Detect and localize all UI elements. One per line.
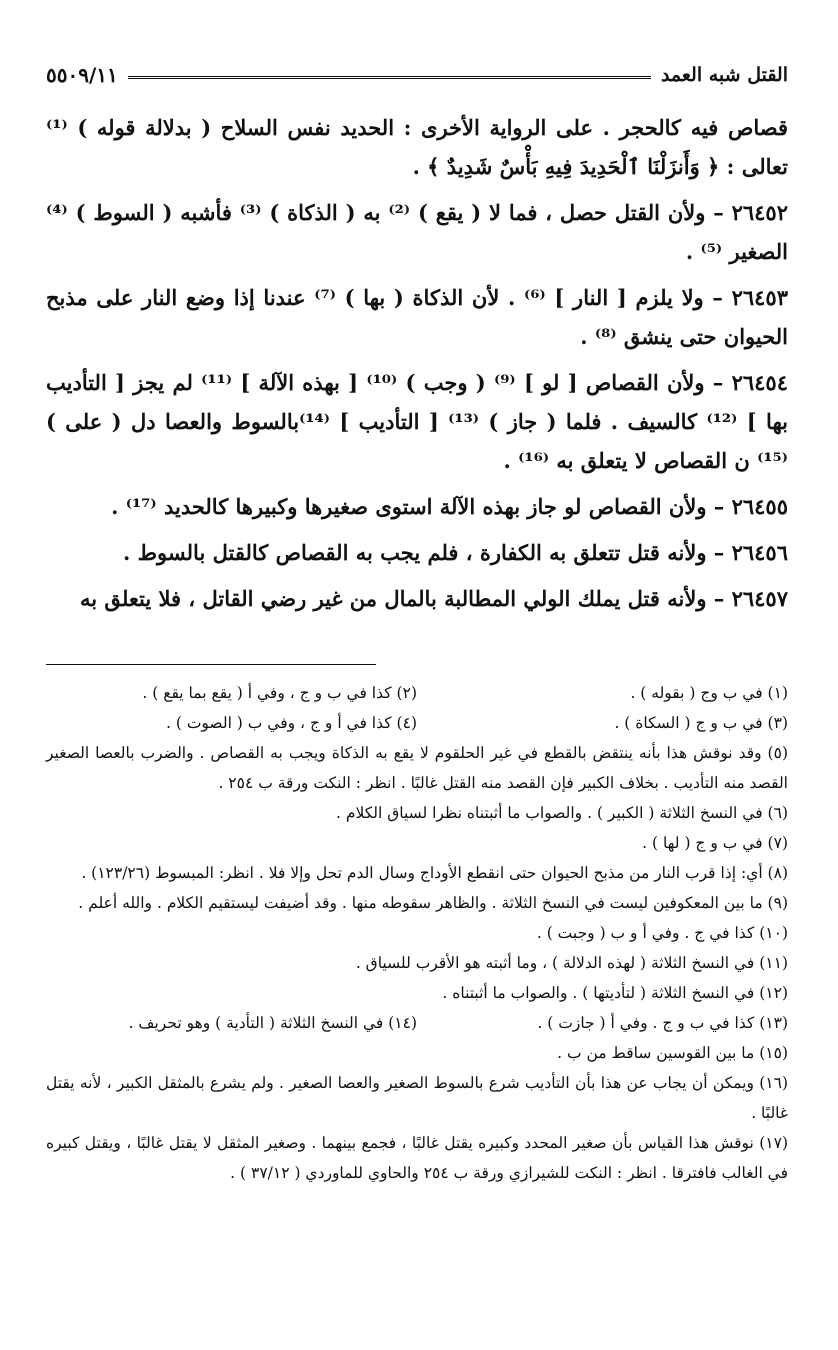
footnote-17: (١٧) نوقش هذا القياس بأن صغير المحدد وكبيره يقتل غالبًا ، فجمع بينهما . وصغير المثقل لا يقتل غالبًا ، ويقتل كبيره في الغالب فافترقا . انظر : النكت للشيرازي ورقة ب ٢٥٤ والحاوي للماوردي ( ٣٧/١٢ ) . — [46, 1134, 788, 1182]
footnote-9: (٩) ما بين المعكوفين ليست في النسخ الثلاثة . والظاهر سقوطه منها . وقد أضيفت ليستقيم الكلام . والله أعلم . — [78, 894, 788, 912]
footnote-row — [46, 708, 788, 738]
footnote-14: (١٤) في النسخ الثلاثة ( التأدية ) وهو تحريف . — [128, 1014, 417, 1032]
footnote-separator — [46, 664, 376, 665]
footnote-15: (١٥) ما بين القوسين ساقط من ب . — [557, 1044, 788, 1062]
footnote-2: (٢) كذا في ب و ج ، وفي أ ( يقع بما يقع ) . — [142, 684, 417, 702]
page-number: ٥٥٠٩/١١ — [46, 63, 118, 87]
paragraph-26453: ٢٦٤٥٣ – ولا يلزم [ النار ] ⁽⁶⁾ . لأن الذكاة ( بها ) ⁽⁷⁾ عندنا إذا وضع النار على مذبح الحيوان حتى ينشق ⁽⁸⁾ . — [46, 285, 788, 349]
footnote-1: (١) في ب وج ( بقوله ) . — [630, 684, 788, 702]
footnote-5: (٥) وقد نوقش هذا بأنه ينتقض بالقطع في غير الحلقوم لا يقع به الذكاة ويجب به القصاص . والضرب بالعصا الصغير القصد منه التأديب . بخلاف الكبير فإن القصد منه القتل غالبًا . انظر : النكت ورقة ب ٢٥٤ . — [46, 744, 788, 792]
footnote-3: (٣) في ب و ج ( السكاة ) . — [614, 714, 788, 732]
footnote-13: (١٣) كذا في ب و ج . وفي أ ( جازت ) . — [537, 1014, 788, 1032]
footnote-11: (١١) في النسخ الثلاثة ( لهذه الدلالة ) ، وما أثبته هو الأقرب للسياق . — [355, 954, 788, 972]
paragraph-26457: ٢٦٤٥٧ – ولأنه قتل يملك الولي المطالبة بالمال من غير رضي القاتل ، فلا يتعلق به — [80, 586, 788, 611]
paragraph-26454: ٢٦٤٥٤ – ولأن القصاص [ لو ] ⁽⁹⁾ ( وجب ) ⁽¹⁰⁾ [ بهذه الآلة ] ⁽¹¹⁾ لم يجز [ التأديب بها ] ⁽¹²⁾ كالسيف . فلما ( جاز ) ⁽¹³⁾ [ التأديب ] ⁽¹⁴⁾بالسوط والعصا دل ( على ) ⁽¹⁵⁾ ن القصاص لا يتعلق به ⁽¹⁶⁾ . — [46, 370, 788, 473]
header-rule — [128, 76, 651, 81]
footnote-16: (١٦) ويمكن أن يجاب عن هذا بأن التأديب شرع بالسوط الصغير والعصا الصغير . ولم يشرع بالمثقل الكبير ، لأنه يقتل غالبًا . — [46, 1074, 788, 1122]
paragraph-continuation: قصاص فيه كالحجر . على الرواية الأخرى : الحديد نفس السلاح ( بدلالة قوله ) ⁽¹⁾ تعالى : ﴿ وَأَنزَلْنَا ٱلْحَدِيدَ فِيهِ بَأْسٌ شَدِيدٌ ﴾ . — [46, 115, 788, 179]
footnote-4: (٤) كذا في أ و ج ، وفي ب ( الصوت ) . — [165, 714, 417, 732]
chapter-title: القتل شبه العمد — [660, 64, 788, 86]
paragraph-26452: ٢٦٤٥٢ – ولأن القتل حصل ، فما لا ( يقع ) ⁽²⁾ به ( الذكاة ) ⁽³⁾ فأشبه ( السوط ) ⁽⁴⁾ الصغير ⁽⁵⁾ . — [46, 200, 788, 264]
page-header — [46, 58, 788, 92]
footnote-12: (١٢) في النسخ الثلاثة ( لتأديتها ) . والصواب ما أثبتناه . — [442, 984, 788, 1002]
footnote-10: (١٠) كذا في ج . وفي أ و ب ( وجبت ) . — [536, 924, 788, 942]
footnotes — [46, 678, 788, 1188]
footnote-6: (٦) في النسخ الثلاثة ( الكبير ) . والصواب ما أثبتناه نظرا لسياق الكلام . — [336, 804, 788, 822]
main-text — [46, 108, 788, 625]
paragraph-26455: ٢٦٤٥٥ – ولأن القصاص لو جاز بهذه الآلة استوى صغيرها وكبيرها كالحديد ⁽¹⁷⁾ . — [111, 494, 788, 519]
footnote-8: (٨) أي: إذا قرب النار من مذبح الحيوان حتى انقطع الأوداج وسال الدم تحل وإلا فلا . انظر: المبسوط (١٢٣/٢٦) . — [81, 864, 788, 882]
footnote-row — [46, 1008, 788, 1038]
paragraph-26456: ٢٦٤٥٦ – ولأنه قتل تتعلق به الكفارة ، فلم يجب به القصاص كالقتل بالسوط . — [123, 540, 788, 565]
footnote-7: (٧) في ب و ج ( لها ) . — [642, 834, 788, 852]
footnote-row — [46, 678, 788, 708]
